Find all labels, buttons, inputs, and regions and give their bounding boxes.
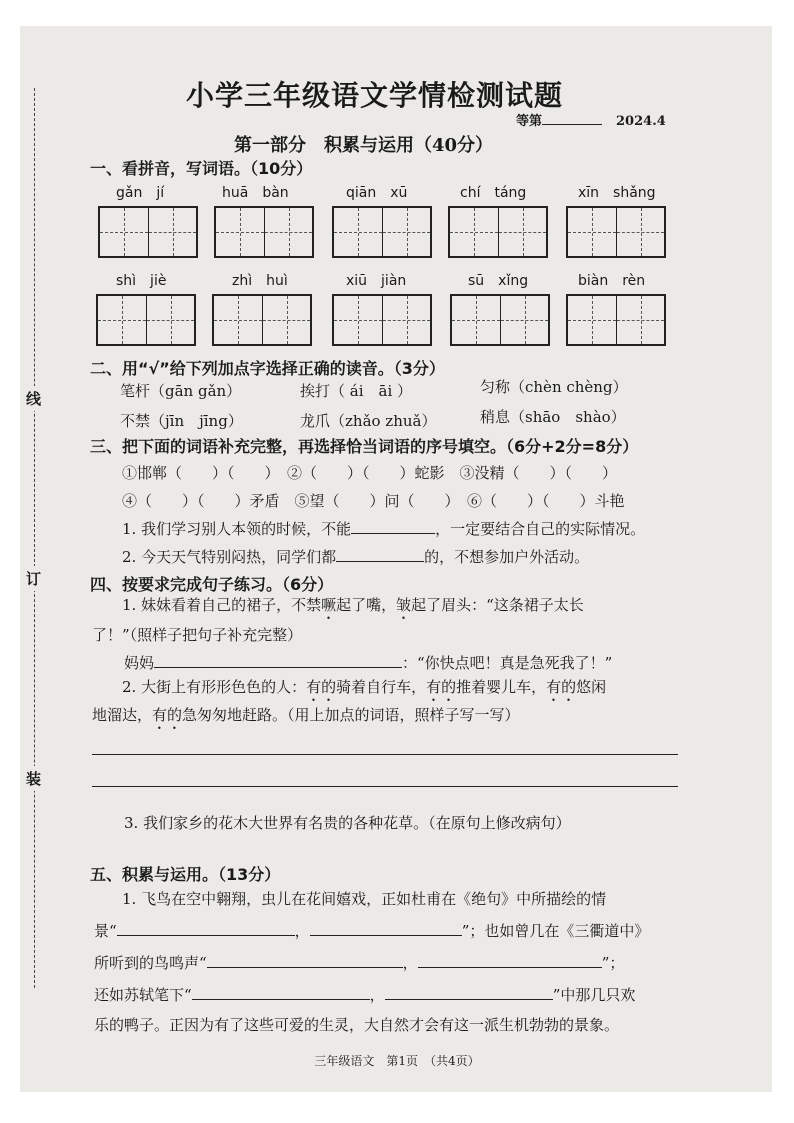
pinyin-label: sū xǐng [468, 273, 529, 289]
pinyin-label: qiān xū [346, 185, 408, 201]
grid-cell[interactable] [148, 208, 196, 256]
dotted-word: 有的 [426, 678, 457, 696]
question-text: 1. 我们学习别人本领的时候，不能 [122, 520, 352, 538]
answer-line[interactable] [92, 754, 678, 755]
grid-cell[interactable] [100, 208, 148, 256]
poem-blank[interactable] [117, 921, 295, 936]
poem-blank[interactable] [207, 953, 403, 968]
section3-heading: 三、把下面的词语补充完整，再选择恰当词语的序号填空。（6分+2分=8分） [90, 437, 639, 456]
reading-choice-item[interactable]: 笔杆（gān gǎn） [120, 382, 242, 400]
question-text: 推着婴儿车， [456, 678, 547, 696]
poem-blank[interactable] [418, 953, 602, 968]
dotted-char: 噘 [321, 596, 337, 614]
grid-cell[interactable] [498, 208, 546, 256]
grid-cell[interactable] [616, 296, 664, 344]
question-text: ，一定要结合自己的实际情况。 [435, 520, 646, 538]
question-text: 悠闲 [576, 678, 607, 696]
margin-char-zhuang: 装 [26, 766, 41, 791]
poem-line4 [94, 984, 635, 1005]
answer-line[interactable] [92, 786, 678, 787]
writing-grid[interactable] [98, 206, 198, 258]
grid-cell[interactable] [450, 208, 498, 256]
question-text: 1. 妹妹看着自己的裙子，不禁 [122, 596, 322, 614]
question-text: 景“ [94, 922, 117, 940]
sentence-q1-line1 [122, 594, 584, 623]
question-text: 还如苏轼笔下“ [94, 986, 192, 1004]
sentence-q1-line2: 了！”（照样子把句子补充完整） [92, 626, 303, 644]
grid-cell[interactable] [452, 296, 500, 344]
section1-heading: 一、看拼音，写词语。（10分） [90, 159, 313, 178]
reading-choice-item[interactable]: 稍息（shāo shào） [480, 408, 626, 426]
dotted-word: 有的 [306, 678, 337, 696]
grid-cell[interactable] [334, 208, 382, 256]
exam-date: 2024.4 [616, 114, 666, 129]
question-text: 起了眉头：“这条裙子太长 [411, 596, 584, 614]
page-title: 小学三年级语文学情检测试题 [186, 79, 564, 112]
grid-cell[interactable] [568, 208, 616, 256]
question-text: ：“你快点吧！真是急死我了！” [402, 654, 613, 672]
grid-cell[interactable] [214, 296, 262, 344]
question-text: 起了嘴， [336, 596, 397, 614]
writing-grid[interactable] [450, 294, 550, 346]
poem-blank[interactable] [192, 985, 370, 1000]
part-title: 第一部分 积累与运用（40分） [234, 135, 494, 156]
idiom-fill-line[interactable]: ④（ ）（ ）矛盾 ⑤望（ ）问（ ） ⑥（ ）（ ）斗艳 [122, 492, 625, 510]
question-text: ”；也如曾几在《三衢道中》 [461, 922, 650, 940]
grid-cell[interactable] [382, 296, 430, 344]
poem-line2 [94, 920, 649, 941]
grade-label: 等第 [516, 114, 543, 129]
question-text: 急匆匆地赶路。（用上加点的词语，照样子写一写） [182, 706, 520, 724]
grade-row [516, 110, 666, 129]
pinyin-label: biàn rèn [578, 273, 646, 289]
pinyin-label: zhì huì [232, 273, 288, 289]
idiom-question-1 [122, 518, 645, 539]
section2-heading: 二、用“√”给下列加点字选择正确的读音。（3分） [90, 359, 445, 378]
sentence-q2-line2 [92, 704, 520, 733]
answer-blank[interactable] [336, 547, 424, 562]
question-text: 2. 今天天气特别闷热，同学们都 [122, 548, 337, 566]
pinyin-label: gǎn jí [116, 185, 165, 201]
dotted-word: 有的 [152, 706, 183, 724]
comma: ， [294, 922, 310, 940]
poem-line3 [94, 952, 624, 973]
dotted-word: 有的 [546, 678, 577, 696]
grid-cell[interactable] [98, 296, 146, 344]
grid-cell[interactable] [568, 296, 616, 344]
poem-blank[interactable] [310, 921, 462, 936]
margin-char-ding: 订 [26, 566, 41, 591]
writing-grid[interactable] [212, 294, 312, 346]
grid-cell[interactable] [334, 296, 382, 344]
dotted-char: 皱 [396, 596, 412, 614]
question-text: ”； [601, 954, 625, 972]
writing-grid[interactable] [214, 206, 314, 258]
grade-blank[interactable] [542, 112, 602, 125]
binding-margin-line [34, 88, 35, 988]
reading-choice-item[interactable]: 龙爪（zhǎo zhuǎ） [300, 412, 437, 430]
question-text: ”中那几只欢 [552, 986, 636, 1004]
grid-cell[interactable] [382, 208, 430, 256]
section4-heading: 四、按要求完成句子练习。（6分） [90, 575, 334, 594]
writing-grid[interactable] [332, 206, 432, 258]
writing-grid[interactable] [96, 294, 196, 346]
pinyin-label: huā bàn [222, 185, 289, 201]
poem-blank[interactable] [385, 985, 553, 1000]
question-text: 地溜达， [92, 706, 153, 724]
answer-blank[interactable] [154, 653, 402, 668]
writing-grid[interactable] [448, 206, 548, 258]
pinyin-label: chí táng [460, 185, 527, 201]
grid-cell[interactable] [146, 296, 194, 344]
sentence-q1-fill [124, 652, 612, 673]
pinyin-label: xīn shǎng [578, 185, 656, 201]
writing-grid[interactable] [332, 294, 432, 346]
pinyin-label: shì jiè [116, 273, 167, 289]
idiom-fill-line[interactable]: ①邯郸（ ）（ ） ②（ ）（ ）蛇影 ③没精（ ）（ ） [122, 464, 618, 482]
grid-cell[interactable] [264, 208, 312, 256]
reading-choice-item[interactable]: 匀称（chèn chèng） [480, 378, 628, 396]
poem-line5: 乐的鸭子。正因为有了这些可爱的生灵，大自然才会有这一派生机勃勃的景象。 [94, 1016, 620, 1034]
comma: ， [369, 986, 385, 1004]
writing-grid[interactable] [566, 294, 666, 346]
grid-cell[interactable] [616, 208, 664, 256]
comma: ， [402, 954, 418, 972]
grid-cell[interactable] [262, 296, 310, 344]
question-text: 骑着自行车， [336, 678, 427, 696]
question-text: 的，不想参加户外活动。 [424, 548, 590, 566]
question-text: 2. 大街上有形形色色的人： [122, 678, 307, 696]
idiom-question-2 [122, 546, 589, 567]
reading-choice-item[interactable]: 挨打（ ái āi ） [300, 382, 413, 400]
section5-heading: 五、积累与运用。（13分） [90, 865, 281, 884]
grid-cell[interactable] [500, 296, 548, 344]
writing-grid[interactable] [566, 206, 666, 258]
poem-line1: 1. 飞鸟在空中翱翔，虫儿在花间嬉戏，正如杜甫在《绝句》中所描绘的情 [122, 890, 607, 908]
question-text: 妈妈 [124, 654, 155, 672]
grid-cell[interactable] [216, 208, 264, 256]
sentence-q2-line1 [122, 676, 606, 705]
reading-choice-item[interactable]: 不禁（jīn jīng） [120, 412, 243, 430]
answer-blank[interactable] [351, 519, 435, 534]
question-text: 所听到的鸟鸣声“ [94, 954, 207, 972]
margin-char-xian: 线 [26, 386, 41, 411]
pinyin-label: xiū jiàn [346, 273, 407, 289]
page-footer: 三年级语文 第1页 （共4页） [314, 1054, 480, 1068]
sentence-q3: 3. 我们家乡的花木大世界有名贵的各种花草。（在原句上修改病句） [124, 814, 571, 832]
